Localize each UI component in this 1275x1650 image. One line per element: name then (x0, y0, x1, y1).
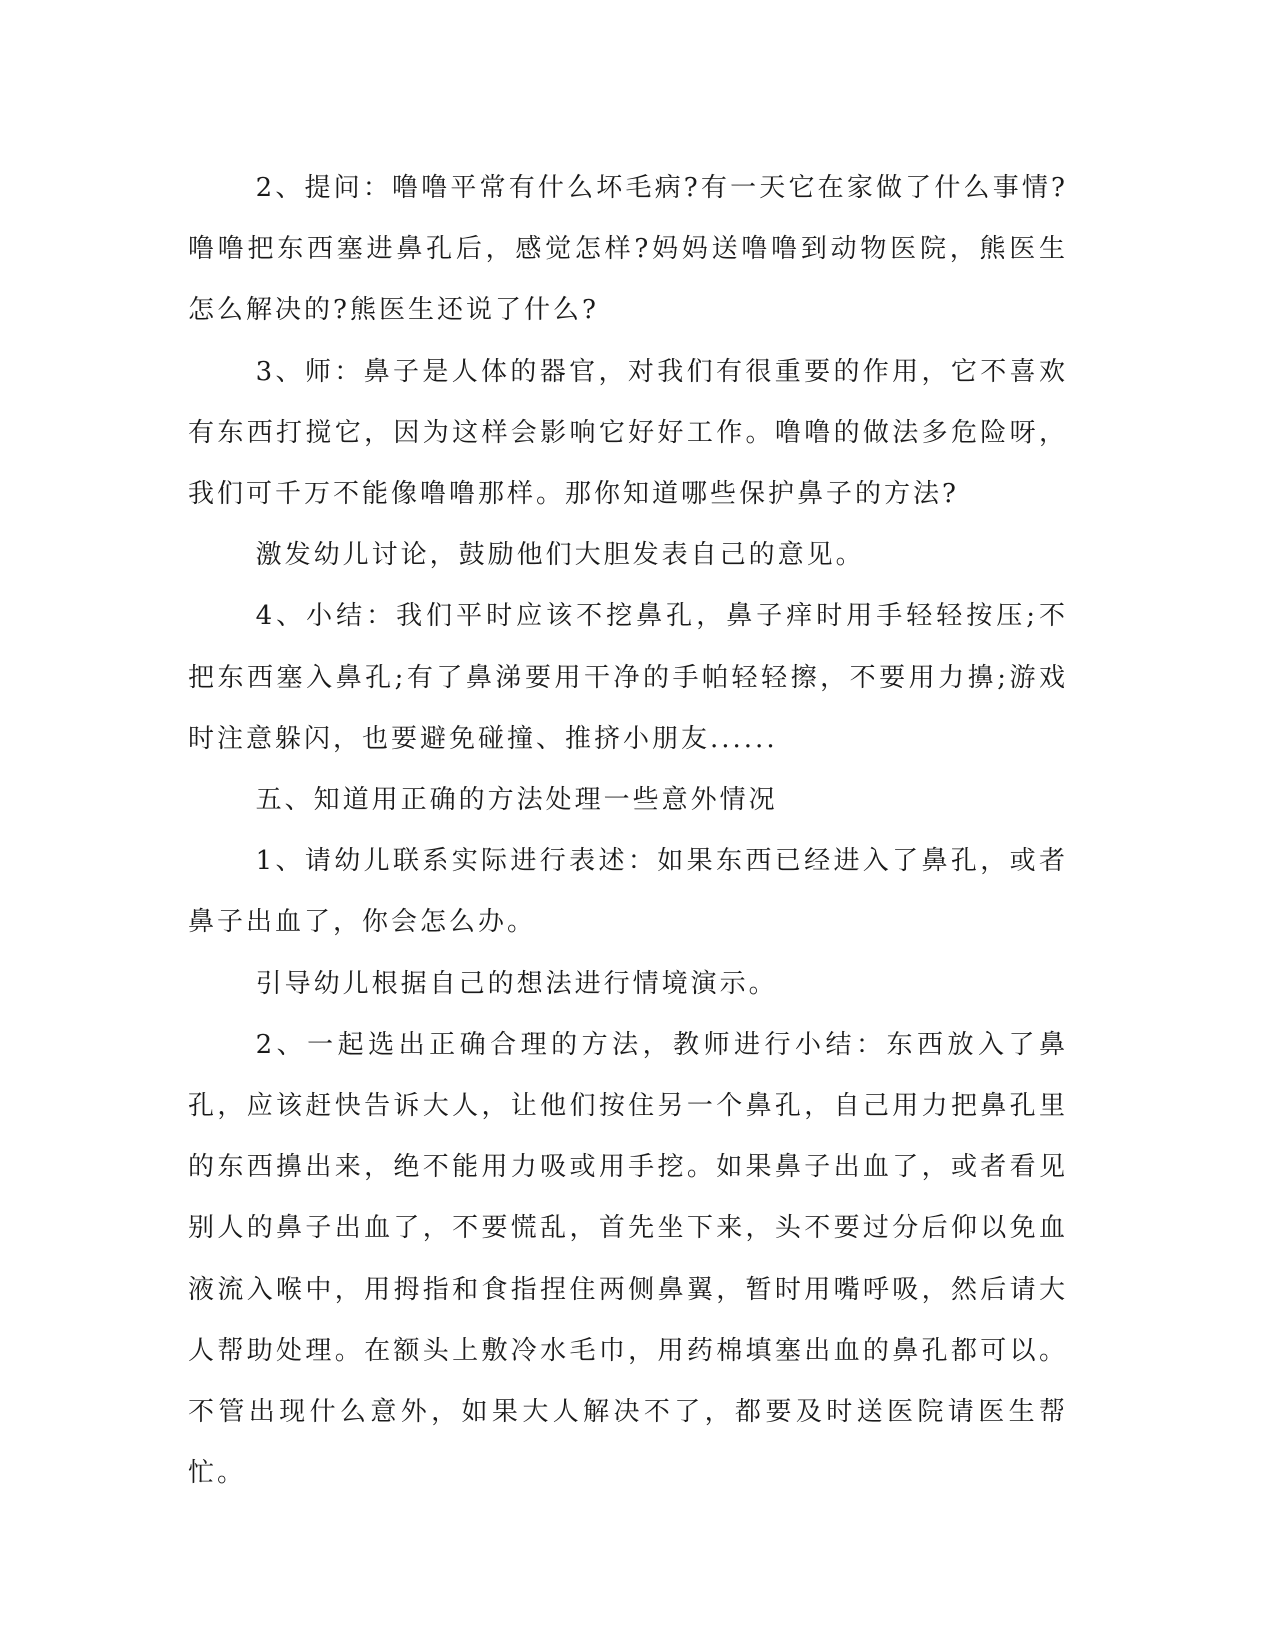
paragraph-demonstration: 引导幼儿根据自己的想法进行情境演示。 (255, 968, 778, 999)
section-heading: 五、知道用正确的方法处理一些意外情况 (255, 785, 778, 816)
paragraph-summary: 4、小结：我们平时应该不挖鼻孔，鼻子痒时用手轻轻按压;不把东西塞入鼻孔;有了鼻涕要用干净的手帕轻轻擦，不要用力擤;游戏时注意躲闪，也要避免碰撞、推挤小朋友...... (188, 601, 1068, 754)
body-text (188, 158, 1068, 1504)
paragraph-teacher-explanation: 3、师：鼻子是人体的器官，对我们有很重要的作用，它不喜欢有东西打搅它，因为这样会影响它好好工作。噜噜的做法多危险呀，我们可千万不能像噜噜那样。那你知道哪些保护鼻子的方法? (188, 356, 1068, 510)
paragraph-describe: 1、请幼儿联系实际进行表述：如果东西已经进入了鼻孔，或者鼻子出血了，你会怎么办。 (188, 846, 1068, 938)
paragraph-question: 2、提问：噜噜平常有什么坏毛病?有一天它在家做了什么事情?噜噜把东西塞进鼻孔后，感觉怎样?妈妈送噜噜到动物医院，熊医生怎么解决的?熊医生还说了什么? (188, 173, 1068, 326)
paragraph-discussion: 激发幼儿讨论，鼓励他们大胆发表自己的意见。 (255, 540, 865, 571)
paragraph-method-summary: 2、一起选出正确合理的方法，教师进行小结：东西放入了鼻孔，应该赶快告诉大人，让他们按住另一个鼻孔，自己用力把鼻孔里的东西擤出来，绝不能用力吸或用手挖。如果鼻子出血了，或者看见别人的鼻子出血了，不要慌乱，首先坐下来，头不要过分后仰以免血液流入喉中，用拇指和食指捏住两侧鼻翼，暂时用嘴呼吸，然后请大人帮助处理。在额头上敷冷水毛巾，用药棉填塞出血的鼻孔都可以。不管出现什么意外，如果大人解决不了，都要及时送医院请医生帮忙。 (188, 1029, 1068, 1489)
